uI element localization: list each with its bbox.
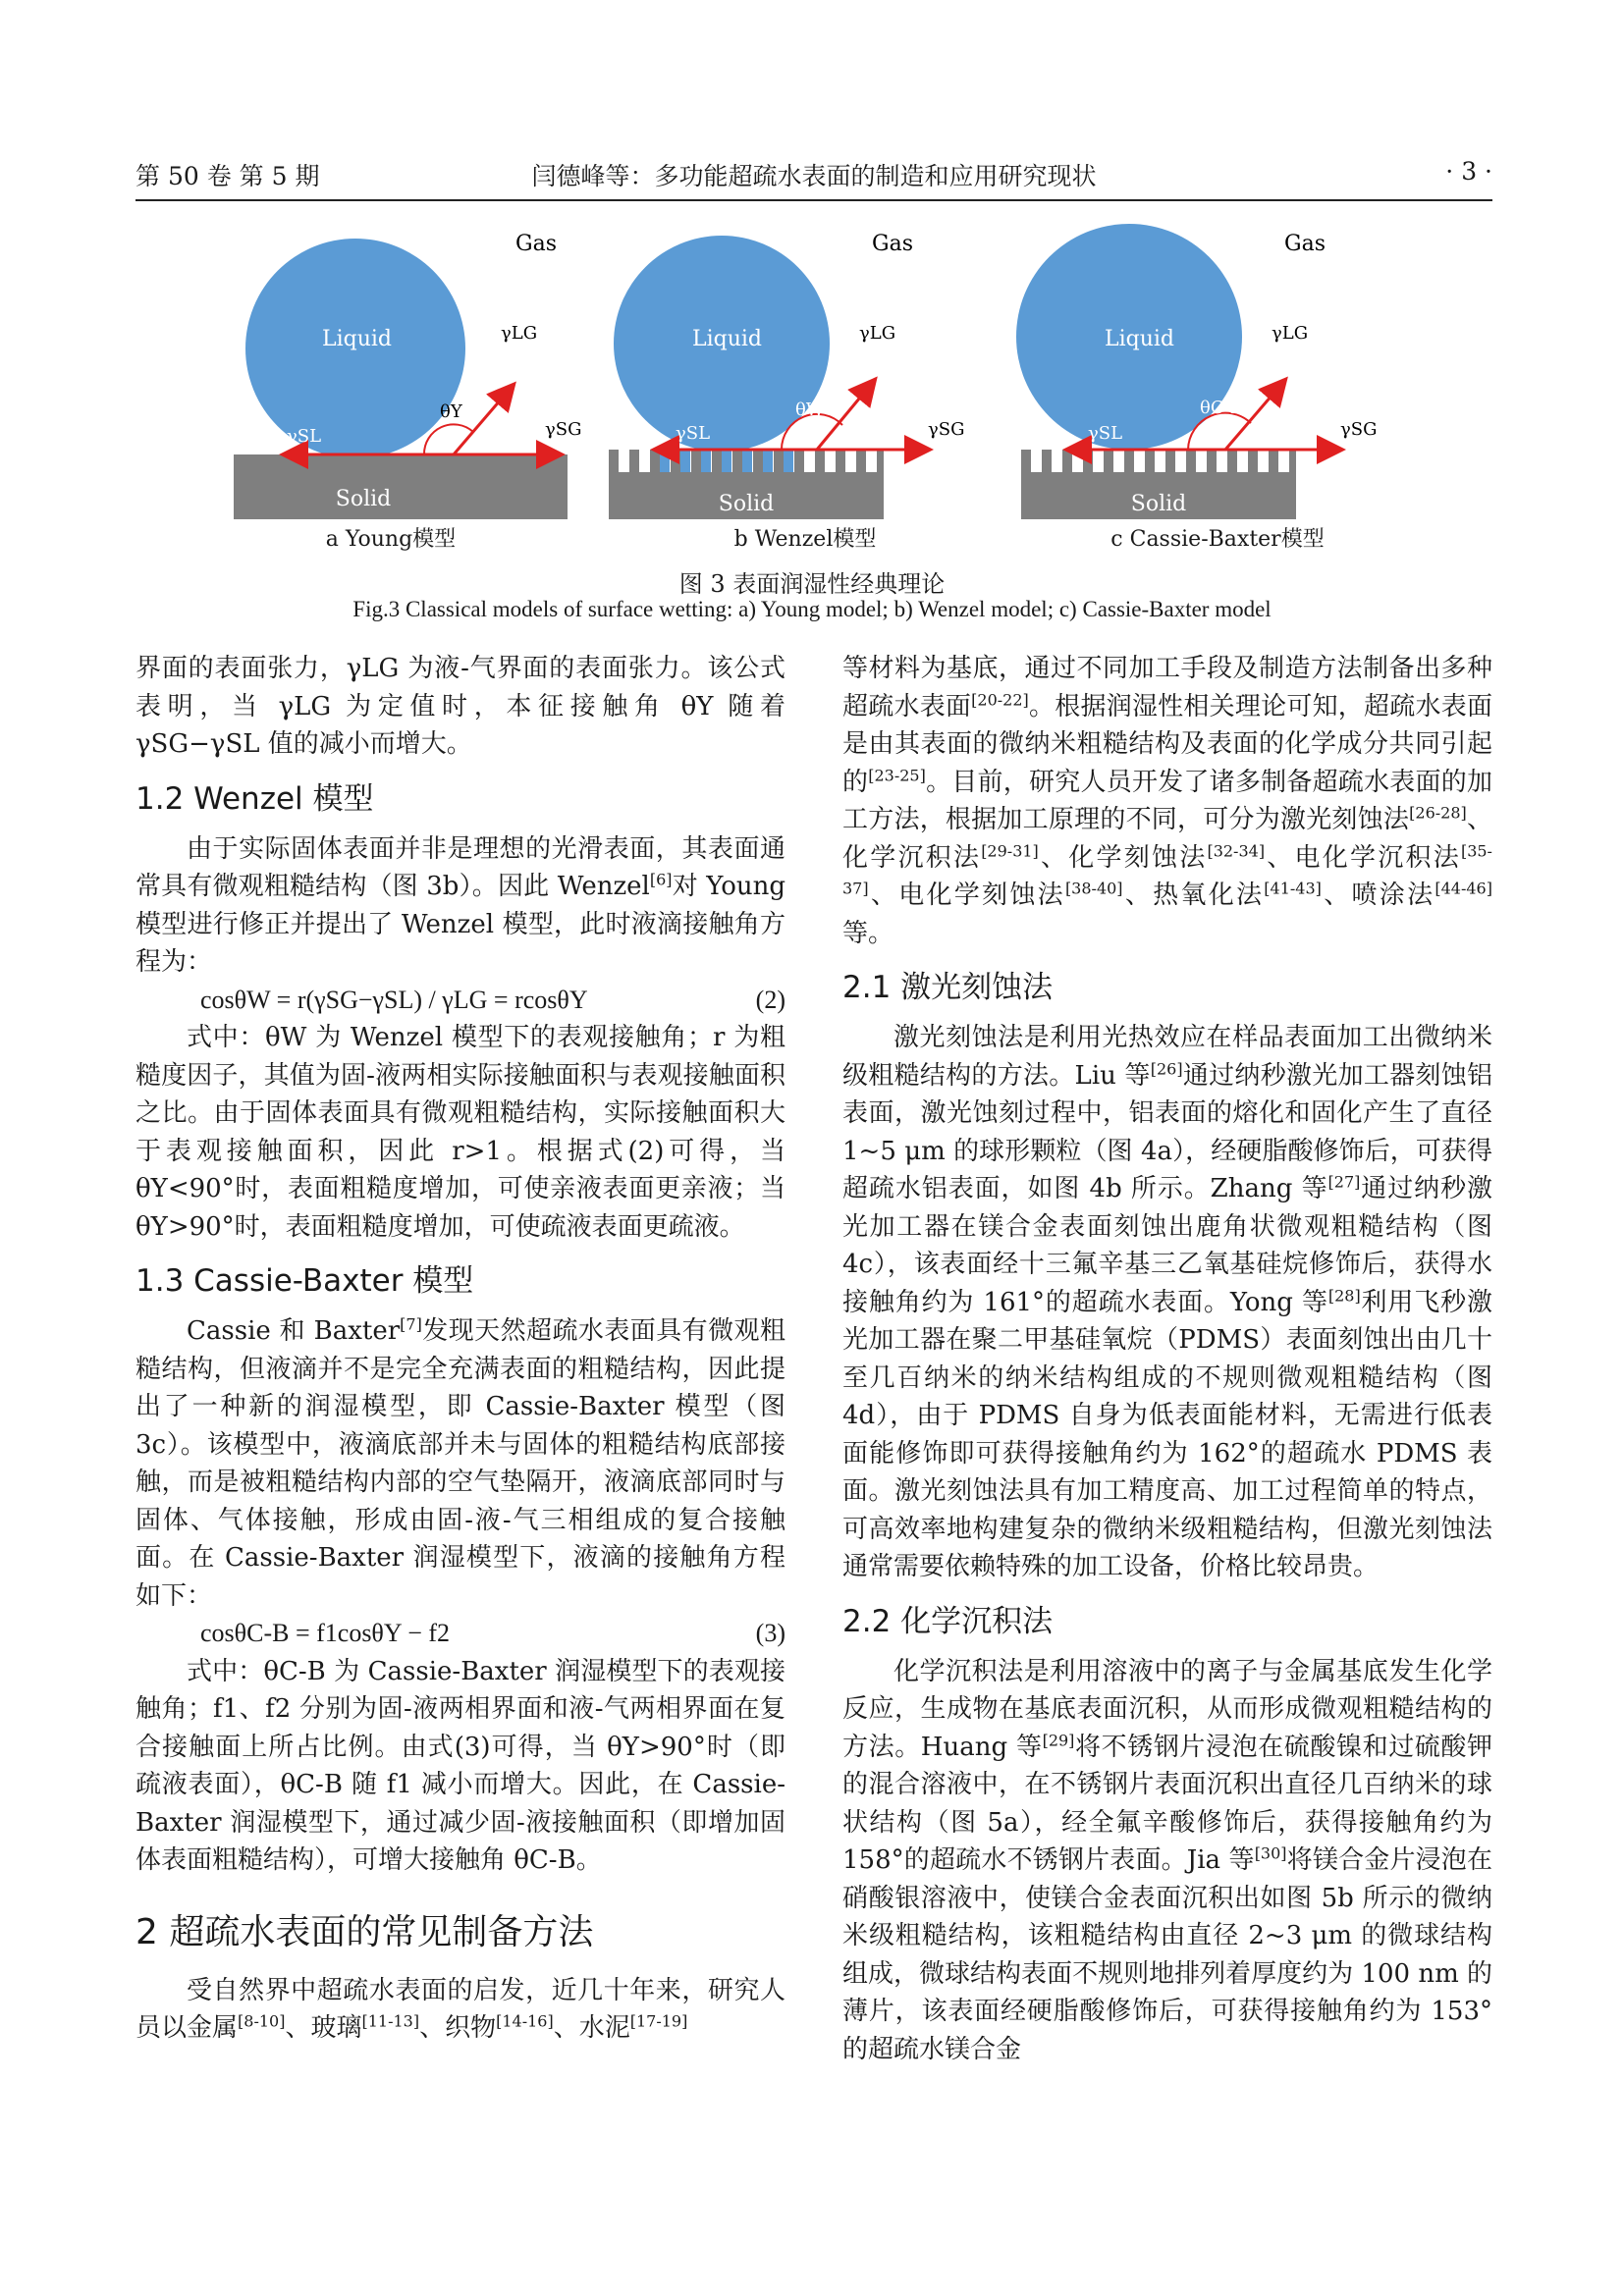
subcaption-b: b Wenzel模型 — [733, 527, 877, 552]
gamma-lg-c: γLG — [1272, 323, 1309, 344]
solid-substrate-a — [234, 454, 568, 519]
paragraph: 受自然界中超疏水表面的启发，近几十年来，研究人员以金属[8-10]、玻璃[11-13]、织物[14-16]、水泥[17-19] — [135, 1975, 785, 2043]
gas-label-c: Gas — [1284, 232, 1326, 256]
equation-3: cosθC-B = f1cosθY − f2 (3) — [200, 1619, 785, 1647]
gamma-lg-b: γLG — [859, 323, 896, 344]
solid-label-a: Solid — [335, 487, 392, 511]
paragraph: 式中：θC-B 为 Cassie-Baxter 润湿模型下的表观接触角；f1、f2 分别为固-液两相界面和液-气两相界面在复合接触面上所占比例。由式(3)可得，当 θY>90°时（即疏液表面），θC-B 随 f1 减小而增大。因此，在 Cassie-Baxter 润湿模型下，通过减少固-液接触面积（即增加固体表面粗糙结构），可增大接触角 θC-B。 — [135, 1656, 785, 1875]
running-header — [135, 157, 1492, 200]
gas-label-a: Gas — [515, 232, 557, 256]
left-column — [135, 650, 785, 2048]
gamma-sl-c: γSL — [1088, 423, 1123, 444]
theta-w-label: θW — [795, 400, 825, 420]
paragraph: 式中：θW 为 Wenzel 模型下的表观接触角；r 为粗糙度因子，其值为固-液两相实际接触面积与表观接触面积之比。由于固体表面具有微观粗糙结构，实际接触面积大于表观接触面积，因此 r>1。根据式(2)可得，当 θY<90°时，表面粗糙度增加，可使亲液表面更亲液；当 θY>90°时，表面粗糙度增加，可使疏液表面更疏液。 — [135, 1023, 785, 1242]
section-heading-1-3: 1.3 Cassie-Baxter 模型 — [135, 1263, 474, 1299]
gamma-sg-c: γSG — [1340, 419, 1378, 440]
theta-cb-label: θC-B — [1200, 398, 1243, 418]
gas-label-b: Gas — [872, 232, 913, 256]
paragraph: Cassie 和 Baxter[7]发现天然超疏水表面具有微观粗糙结构，但液滴并不是完全充满表面的粗糙结构，因此提出了一种新的润湿模型，即 Cassie-Baxter 模型（图 3c）。该模型中，液滴底部并未与固体的粗糙结构底部接触，而是被粗糙结构内部的空气垫隔开，液滴底部同时与固体、气体接触，形成由固-液-气三相组成的复合接触面。在 Cassie-Baxter 润湿模型下，液滴的接触角方程如下： — [135, 1314, 785, 1611]
paragraph: 化学沉积法是利用溶液中的离子与金属基底发生化学反应，生成物在基底表面沉积，从而形成微观粗糙结构的方法。Huang 等[29]将不锈钢片浸泡在硫酸镍和过硫酸钾的混合溶液中，在不锈钢片表面沉积出直径几百纳米的球状结构（图 5a），经全氟辛酸修饰后，获得接触角约为 158°的超疏水不锈钢片表面。Jia 等[30]将镁合金片浸泡在硝酸银溶液中，使镁合金表面沉积出如图 5b 所示的微纳米级粗糙结构，该粗糙结构由直径 2~3 μm 的微球结构组成，微球结构表面不规则地排列着厚度约为 100 nm 的薄片，该表面经硬脂酸修饰后，可获得接触角约为 153°的超疏水镁合金 — [842, 1656, 1492, 2064]
gamma-sg-a: γSG — [545, 419, 582, 440]
gamma-sg-b: γSG — [928, 419, 965, 440]
gamma-sl-a: γSL — [287, 426, 322, 447]
figure-caption-en: Fig.3 Classical models of surface wetting: a) Young model; b) Wenzel model; c) Cassie-Baxter model — [352, 597, 1272, 621]
gamma-lg-a: γLG — [501, 323, 538, 344]
liquid-label-c: Liquid — [1105, 327, 1175, 351]
section-heading-1-2: 1.2 Wenzel 模型 — [135, 780, 374, 817]
solid-label-c: Solid — [1130, 492, 1187, 516]
subcaption-a: a Young模型 — [325, 527, 457, 552]
section-heading-2-1: 2.1 激光刻蚀法 — [842, 970, 1054, 1005]
panel-young — [234, 232, 581, 519]
gamma-sl-b: γSL — [676, 423, 711, 444]
journal-volume: 第 50 卷 第 5 期 — [135, 162, 320, 190]
section-heading-2-2: 2.2 化学沉积法 — [842, 1603, 1054, 1639]
right-column — [842, 650, 1492, 2068]
paragraph: 由于实际固体表面并非是理想的光滑表面，其表面通常具有微观粗糙结构（图 3b）。因此 Wenzel[6]对 Young 模型进行修正并提出了 Wenzel 模型，此时液滴接触角方程为： — [135, 833, 785, 977]
running-title: 闫德峰等：多功能超疏水表面的制造和应用研究现状 — [531, 162, 1097, 190]
paragraph: 等材料为基底，通过不同加工手段及制造方法制备出多种超疏水表面[20-22]。根据润湿性相关理论可知，超疏水表面是由其表面的微纳米粗糙结构及表面的化学成分共同引起的[23-25]。目前，研究人员开发了诸多制备超疏水表面的加工方法，根据加工原理的不同，可分为激光刻蚀法[26-28]、化学沉积法[29-31]、化学刻蚀法[32-34]、电化学沉积法[35-37]、电化学刻蚀法[38-40]、热氧化法[41-43]、喷涂法[44-46]等。 — [842, 654, 1492, 948]
figure-caption-cn: 图 3 表面润湿性经典理论 — [678, 570, 946, 598]
panel-cassie-baxter — [1016, 224, 1377, 519]
section-heading-2: 2 超疏水表面的常见制备方法 — [135, 1911, 594, 1952]
theta-y-label: θY — [440, 401, 462, 422]
equation-2: cosθW = r(γSG−γSL) / γLG = rcosθY (2) — [200, 985, 785, 1014]
liquid-label-a: Liquid — [322, 327, 393, 351]
page-number: · 3 · — [1445, 157, 1492, 186]
subcaption-c: c Cassie-Baxter模型 — [1110, 527, 1325, 552]
paragraph: 界面的表面张力，γLG 为液-气界面的表面张力。该公式表明，当 γLG 为定值时，本征接触角 θY 随着 γSG−γSL 值的减小而增大。 — [135, 654, 785, 759]
liquid-label-b: Liquid — [692, 327, 763, 351]
panel-wenzel — [609, 232, 964, 519]
header-rule — [135, 199, 1492, 201]
solid-label-b: Solid — [718, 492, 775, 516]
paragraph: 激光刻蚀法是利用光热效应在样品表面加工出微纳米级粗糙结构的方法。Liu 等[26]通过纳秒激光加工器刻蚀铝表面，激光蚀刻过程中，铝表面的熔化和固化产生了直径 1~5 μm 的球形颗粒（图 4a），经硬脂酸修饰后，可获得超疏水铝表面，如图 4b 所示。Zhang 等[27]通过纳秒激光加工器在镁合金表面刻蚀出鹿角状微观粗糙结构（图 4c），该表面经十三氟辛基三乙氧基硅烷修饰后，获得水接触角约为 161°的超疏水表面。Yong 等[28]利用飞秒激光加工器在聚二甲基硅氧烷（PDMS）表面刻蚀出由几十至几百纳米的纳米结构组成的不规则微观粗糙结构（图 4d），由于 PDMS 自身为低表面能材料，无需进行低表面能修饰即可获得接触角约为 162°的超疏水 PDMS 表面。激光刻蚀法具有加工精度高、加工过程简单的特点，可高效率地构建复杂的微纳米级粗糙结构，但激光刻蚀法通常需要依赖特殊的加工设备，价格比较昂贵。 — [842, 1023, 1492, 1581]
